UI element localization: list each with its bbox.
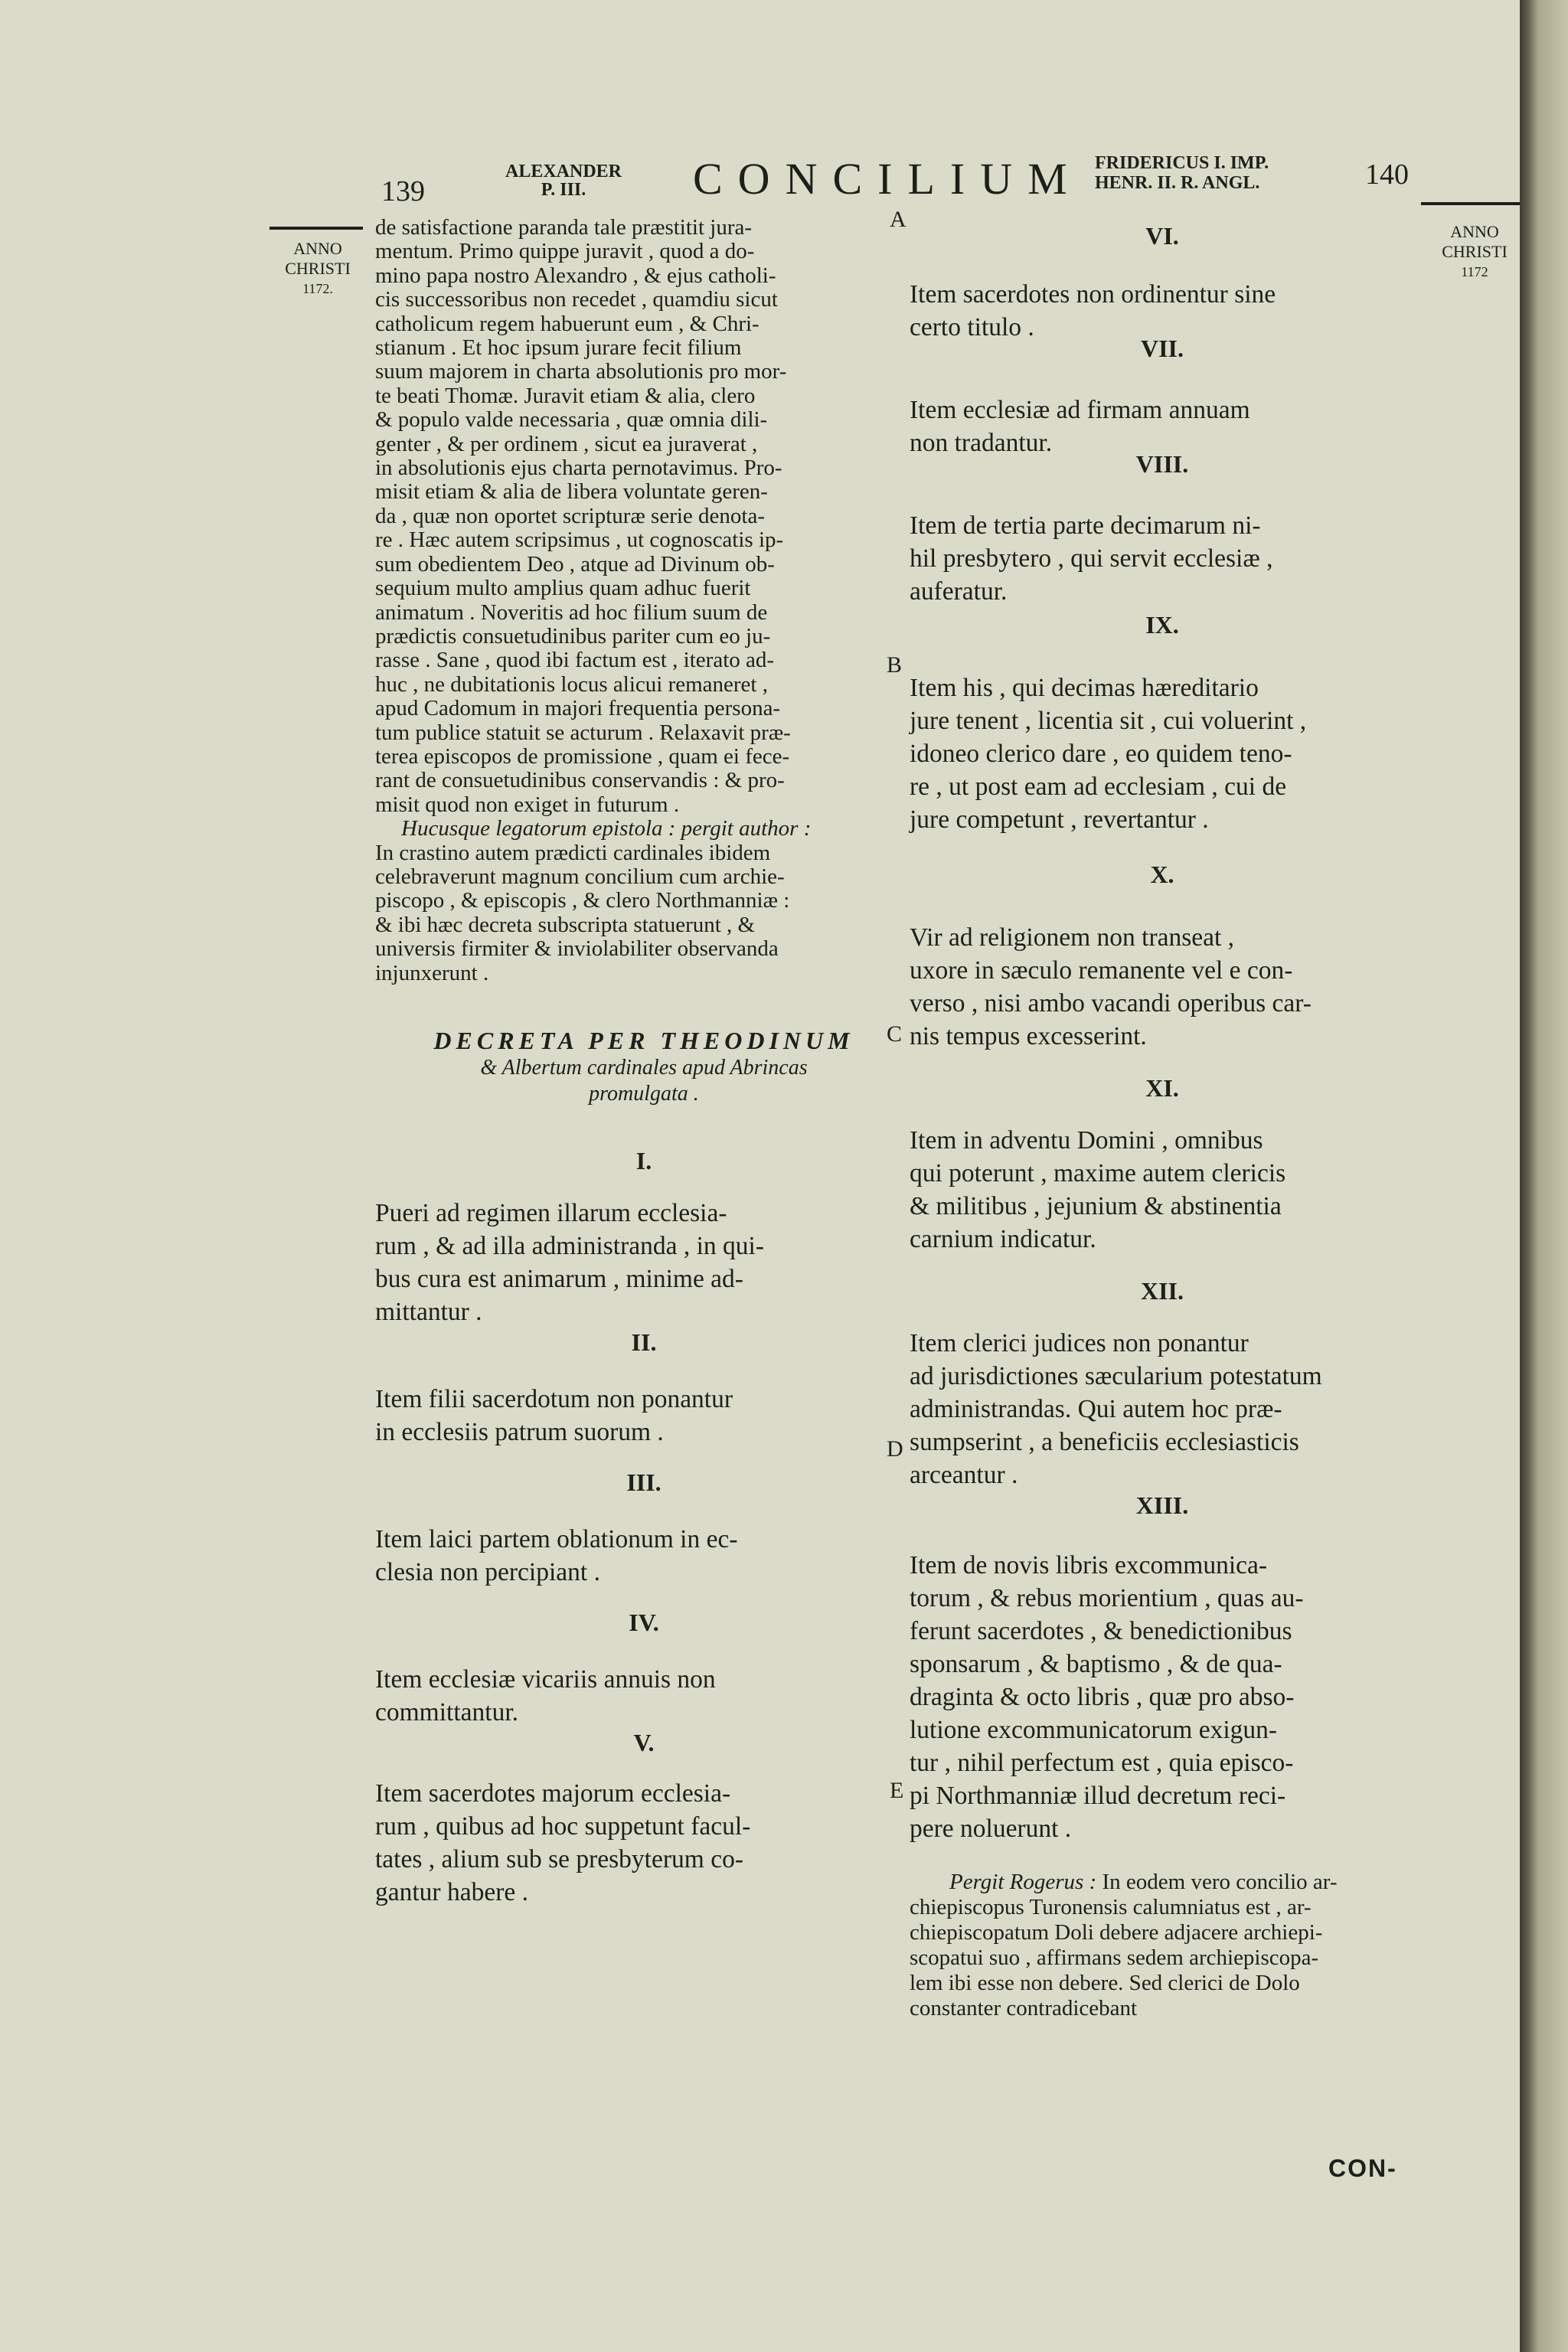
decree-number: X. [1150,861,1174,888]
page-number-left: 139 [381,175,425,207]
text-line: nis tempus excesserint. [910,1022,1147,1050]
text-line: mittantur . [375,1298,482,1326]
text-line: qui poterunt , maxime autem clericis [910,1159,1286,1187]
text-line: auferatur. [910,577,1008,606]
left-column [375,216,913,1909]
text-line: rasse . Sane , quod ibi factum est , iterato ad- [375,648,775,673]
text-line: & militibus , jejunium & abstinentia [910,1192,1282,1220]
text-line: sumpserint , a beneficiis ecclesiasticis [910,1428,1299,1456]
text-line: clesia non percipiant . [375,1558,600,1586]
text-line: tates , alium sub se presbyterum co- [375,1845,743,1873]
text-line: certo titulo . [910,313,1034,341]
note-lead: Pergit Rogerus : [949,1870,1097,1894]
decree-number: VIII. [1135,450,1189,478]
running-head-right [1095,153,1269,193]
text-line: Item sacerdotes non ordinentur sine [910,280,1276,309]
text-line: jure tenent , licentia sit , cui voluerint , [910,707,1307,735]
facing-page-edge [1520,0,1568,2352]
decree-number: VI. [1145,222,1179,250]
text-line: re . Hæc autem scripsimus , ut cognoscatis ip- [375,528,784,553]
text-line: da , quæ non oportet scripturæ serie denota- [375,503,765,528]
right-column [910,222,1415,2021]
decree-number: V. [633,1729,655,1756]
text-line: scopatui suo , affirmans sedem archiepiscopa- [910,1945,1319,1970]
text-line: pere noluerunt . [910,1815,1072,1843]
text-line: Pueri ad regimen illarum ecclesia- [375,1199,727,1227]
text-line: Item ecclesiæ vicariis annuis non [375,1665,716,1694]
decree-number: XII. [1140,1277,1184,1305]
decree-text [375,1663,913,1729]
text-line: constanter contradicebant [910,1996,1138,2020]
decree-text [910,509,1415,608]
decree-number: VII. [1140,335,1184,362]
margin-rule-left [270,227,363,230]
text-line: mentum. Primo quippe juravit , quod a do- [375,239,755,264]
text-line: suum majorem in charta absolutionis pro mor- [375,359,787,384]
text-line: sum obedientem Deo , atque ad Divinum ob- [375,551,775,577]
epistle-end-note: Hucusque legatorum epistola : pergit author : [401,816,812,841]
text-line: pi Northmanniæ illud decretum reci- [910,1782,1286,1810]
text-line: in ecclesiis patrum suorum . [375,1418,664,1446]
margin-year-left [276,239,360,299]
text-line: rum , quibus ad hoc suppetunt facul- [375,1812,751,1841]
text-line: rum , & ad illa administranda , in qui- [375,1232,764,1260]
section-title [375,1027,913,1107]
section-letter-d: D [887,1436,903,1462]
text-line: ad jurisdictiones sæcularium potestatum [910,1362,1322,1390]
section-title-line-1: DECRETA PER THEODINUM [433,1027,854,1054]
decree-text [910,1327,1415,1491]
text-line: hil presbytero , qui servit ecclesiæ , [910,544,1273,573]
text-line: gantur habere . [375,1878,528,1906]
decree-number: III. [626,1468,662,1496]
decree-text [910,921,1415,1053]
decree-number: II. [631,1328,657,1356]
running-head-left-line-2: P. III. [541,180,586,200]
text-line: celebraverunt magnum concilium cum archie- [375,864,785,889]
text-fragment: In eodem vero concilio ar- [1102,1870,1338,1894]
text-line: de satisfactione paranda tale præstitit jura- [375,215,753,240]
section-letter-b: B [887,652,903,678]
text-line: animatum . Noveritis ad hoc filium suum de [375,599,768,625]
running-head-right-line-1: FRIDERICUS I. IMP. [1095,153,1269,173]
text-line: Item de novis libris excommunica- [910,1551,1268,1579]
text-line: terea episcopos de promissione , quam ei fece- [375,743,790,769]
chronicle-note [910,1870,1415,2021]
decree-number: IV. [629,1609,659,1636]
text-line: te beati Thomæ. Juravit etiam & alia, clero [375,383,756,408]
text-line: torum , & rebus morientium , quas au- [910,1584,1304,1612]
text-line: huc , ne dubitationis locus alicui remaneret , [375,671,768,697]
section-letter-c: C [887,1021,903,1047]
text-line: ferunt sacerdotes , & benedictionibus [910,1617,1292,1645]
text-line: cis successoribus non recedet , quamdiu sicut [375,287,778,312]
running-head-right-line-2: HENR. II. R. ANGL. [1095,173,1260,193]
decree-number: IX. [1145,611,1179,639]
text-line: sponsarum , & baptismo , & de qua- [910,1650,1282,1678]
text-line: bus cura est animarum , minime ad- [375,1265,743,1293]
section-letter-e: E [890,1778,904,1803]
text-line: apud Cadomum in majori frequentia persona- [375,696,781,721]
text-line: in absolutionis ejus charta pernotavimus. Pro- [375,456,782,481]
text-line: universis firmiter & inviolabiliter observanda [375,936,779,962]
section-title-line-3: promulgata . [589,1082,699,1106]
running-head-left-line-1: ALEXANDER [505,162,622,181]
text-line: lutione excommunicatorum exigun- [910,1716,1278,1744]
text-line: rant de consuetudinibus conservandis : & pro- [375,768,785,793]
christi-label: CHRISTI [1442,242,1508,261]
text-line: idoneo clerico dare , eo quidem teno- [910,740,1292,768]
text-line [910,1870,1415,1895]
year-label: 1172 [1461,264,1488,279]
text-line: tur , nihil perfectum est , quia episco- [910,1749,1294,1777]
anno-label: ANNO [1450,222,1499,241]
section-title-line-2: & Albertum cardinales apud Abrincas [480,1056,808,1080]
anno-label: ANNO [293,239,342,258]
text-line: committantur. [375,1698,519,1726]
margin-rule-right [1421,202,1520,205]
running-head-left [505,162,622,199]
text-line: Item in adventu Domini , omnibus [910,1126,1263,1155]
text-line: stianum . Et hoc ipsum jurare fecit filium [375,335,742,361]
decree-text [375,1777,913,1909]
decree-number: XIII. [1135,1491,1189,1519]
text-line: Item laici partem oblationum in ec- [375,1525,738,1553]
text-line: prædictis consuetudinibus pariter cum eo ju- [375,623,771,648]
text-line: Item his , qui decimas hæreditario [910,674,1259,702]
text-line: misit etiam & alia de libera voluntate geren- [375,479,768,505]
text-line: tum publice statuit se acturum . Relaxavit præ- [375,720,791,745]
text-line: mino papa nostro Alexandro , & ejus catholi- [375,263,776,288]
decree-text [910,1549,1415,1845]
text-line: injunxerunt . [375,960,489,985]
decree-text [375,1383,913,1449]
catchword: CON- [1328,2154,1397,2182]
epistle-text [375,216,913,985]
decree-text [910,1124,1415,1256]
text-line: arceantur . [910,1461,1018,1489]
year-label: 1172. [302,281,333,296]
text-line: Item de tertia parte decimarum ni- [910,511,1261,540]
page-number-right: 140 [1365,158,1409,191]
text-line: re , ut post eam ad ecclesiam , cui de [910,773,1287,801]
text-line: piscopo , & episcopis , & clero Northmanniæ : [375,888,790,913]
text-line: Item ecclesiæ ad firmam annuam [910,396,1250,424]
text-line: Item clerici judices non ponantur [910,1329,1249,1357]
text-line: uxore in sæculo remanente vel e con- [910,956,1293,985]
text-line: administrandas. Qui autem hoc præ- [910,1395,1282,1423]
decree-number: I. [635,1147,652,1174]
text-line: Vir ad religionem non transeat , [910,923,1235,952]
decree-text [375,1523,913,1589]
text-line: & populo valde necessaria , quæ omnia dili- [375,407,768,433]
text-line: In crastino autem prædicti cardinales ibidem [375,840,771,865]
christi-label: CHRISTI [285,259,351,278]
text-line: carnium indicatur. [910,1225,1096,1253]
text-line: verso , nisi ambo vacandi operibus car- [910,989,1312,1018]
text-line: chiepiscopus Turonensis calumniatus est , ar- [910,1895,1312,1919]
text-line: non tradantur. [910,429,1053,457]
text-line: Item filii sacerdotum non ponantur [375,1385,733,1413]
margin-year-right [1432,222,1517,282]
running-title: CONCILIUM [693,154,1083,204]
decree-number: XI. [1145,1074,1179,1102]
text-line: lem ibi esse non debere. Sed clerici de Dolo [910,1971,1300,1995]
text-line: jure competunt , revertantur . [910,805,1209,834]
text-line: sequium multo amplius quam adhuc fuerit [375,576,751,601]
text-line: misit quod non exiget in futurum . [375,792,680,817]
decree-text [910,671,1415,836]
text-line: draginta & octo libris , quæ pro abso- [910,1683,1295,1711]
section-letter-a: A [890,207,906,232]
text-line: catholicum regem habuerunt eum , & Chri- [375,311,760,336]
text-line: Item sacerdotes majorum ecclesia- [375,1779,731,1808]
text-line: & ibi hæc decreta subscripta statuerunt , & [375,912,756,937]
text-line: genter , & per ordinem , sicut ea juraverat , [375,431,758,456]
decree-text [375,1197,913,1328]
text-line: chiepiscopatum Doli debere adjacere archiepi- [910,1920,1323,1945]
